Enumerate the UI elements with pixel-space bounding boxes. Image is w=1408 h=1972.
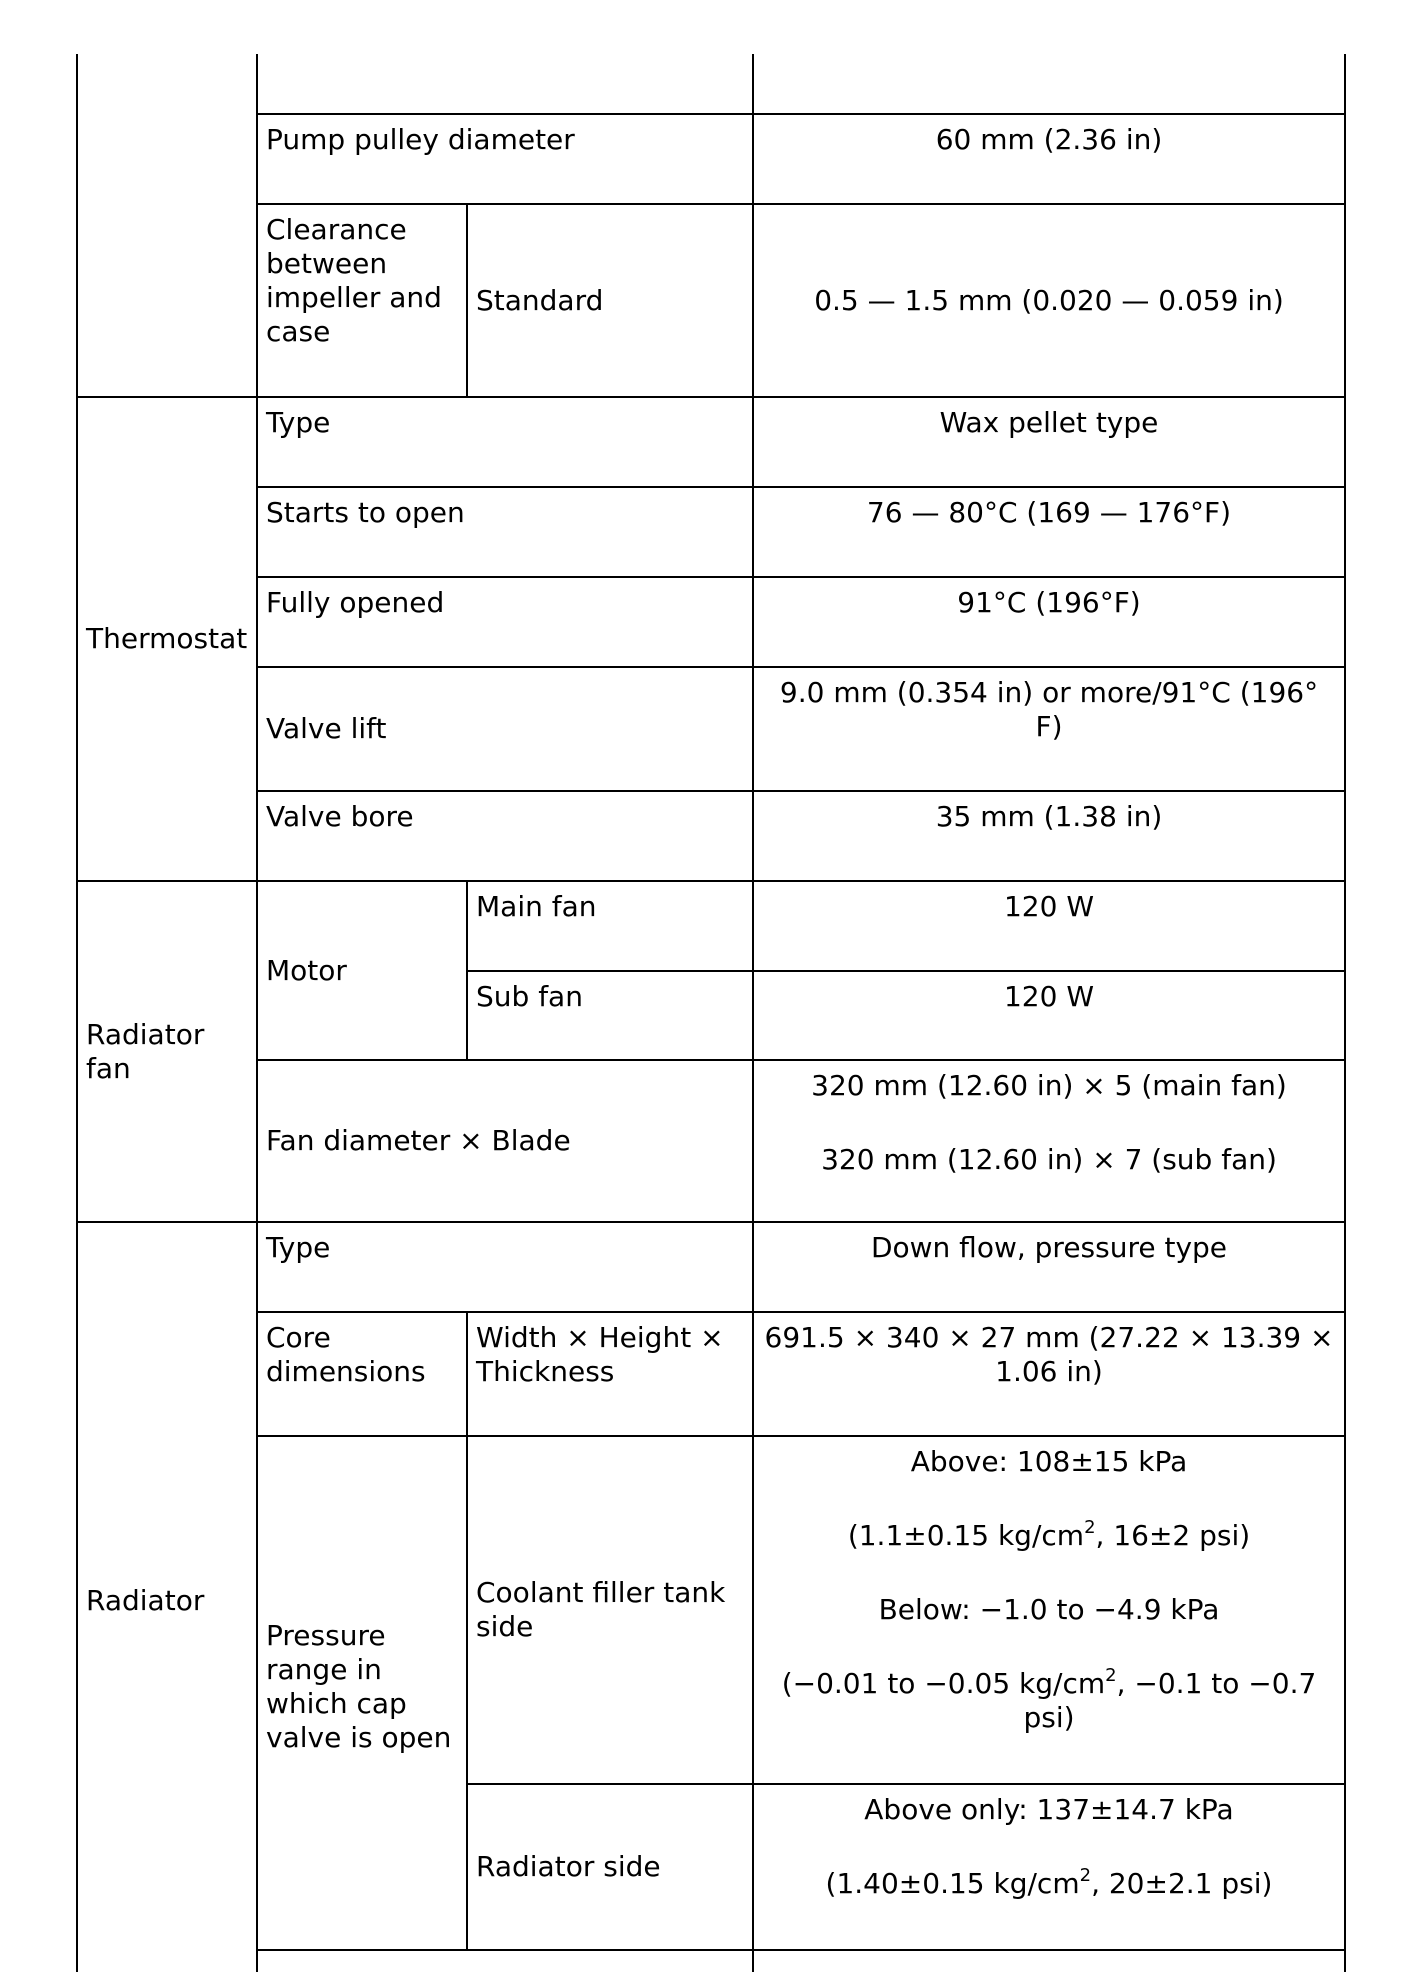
clearance-label: Clearance between impeller and case	[257, 204, 467, 397]
starts-to-open-value: 76 — 80°C (169 — 176°F)	[753, 487, 1345, 577]
fan-diameter-main: 320 mm (12.60 in) × 5 (main fan)	[811, 1069, 1287, 1102]
table-row	[77, 487, 1345, 577]
text-span: , −0.1 to −0.7 psi)	[1023, 1667, 1317, 1734]
fan-diameter-sub: 320 mm (12.60 in) × 7 (sub fan)	[821, 1143, 1277, 1176]
radiator-side-above: Above only: 137±14.7 kPa	[864, 1793, 1234, 1826]
valve-lift-label: Valve lift	[257, 667, 753, 791]
table-row	[77, 1436, 1345, 1784]
cell-empty	[257, 54, 753, 114]
radiator-side-label: Radiator side	[467, 1784, 753, 1950]
core-dimensions-label: Core dimensions	[257, 1312, 467, 1436]
text-span: , 20±2.1 psi)	[1091, 1867, 1273, 1900]
table-row	[77, 1222, 1345, 1312]
table-row	[77, 791, 1345, 881]
table-row	[77, 1950, 1345, 1972]
radiator-side-converted	[762, 1864, 1336, 1901]
pump-pulley-value: 60 mm (2.36 in)	[753, 114, 1345, 204]
superscript: 2	[1079, 1864, 1092, 1886]
radiator-type-label: Type	[257, 1222, 753, 1312]
table-row	[77, 667, 1345, 791]
valve-lift-value: 9.0 mm (0.354 in) or more/91°C (196° F)	[753, 667, 1345, 791]
thermostat-type-value: Wax pellet type	[753, 397, 1345, 487]
filler-below-converted	[762, 1664, 1336, 1735]
thermostat-type-label: Type	[257, 397, 753, 487]
pump-pulley-label: Pump pulley diameter	[257, 114, 753, 204]
text-span: (1.40±0.15 kg/cm	[825, 1867, 1080, 1900]
valve-bore-label: Valve bore	[257, 791, 753, 881]
core-dimensions-sub-label: Width × Height × Thickness	[467, 1312, 753, 1436]
main-fan-value: 120 W	[753, 881, 1345, 971]
clearance-standard-label: Standard	[467, 204, 753, 397]
fully-opened-value: 91°C (196°F)	[753, 577, 1345, 667]
radiator-type-value: Down flow, pressure type	[753, 1222, 1345, 1312]
valve-bore-value: 35 mm (1.38 in)	[753, 791, 1345, 881]
cell-empty	[257, 1950, 753, 1972]
group-cell-water-pump	[77, 54, 257, 397]
main-fan-label: Main fan	[467, 881, 753, 971]
table-row	[77, 397, 1345, 487]
pressure-range-label: Pressure range in which cap valve is open	[257, 1436, 467, 1950]
radiator-side-value	[753, 1784, 1345, 1950]
text-span: , 16±2 psi)	[1095, 1519, 1251, 1552]
table-row	[77, 1312, 1345, 1436]
thermostat-group-label: Thermostat	[77, 397, 257, 881]
table-row	[77, 204, 1345, 397]
table-row	[77, 114, 1345, 204]
fan-diameter-label: Fan diameter × Blade	[257, 1060, 753, 1222]
filler-above: Above: 108±15 kPa	[910, 1445, 1188, 1478]
starts-to-open-label: Starts to open	[257, 487, 753, 577]
specifications-table	[76, 54, 1346, 1972]
cell-empty	[753, 54, 1345, 114]
table-row	[77, 577, 1345, 667]
text-span: (1.1±0.15 kg/cm	[847, 1519, 1085, 1552]
table-row	[77, 881, 1345, 971]
sub-fan-value: 120 W	[753, 971, 1345, 1060]
fully-opened-label: Fully opened	[257, 577, 753, 667]
fan-diameter-value	[753, 1060, 1345, 1222]
core-dimensions-value: 691.5 × 340 × 27 mm (27.22 × 13.39 × 1.06 in)	[753, 1312, 1345, 1436]
filler-above-converted	[762, 1516, 1336, 1553]
motor-label: Motor	[257, 881, 467, 1060]
clearance-value: 0.5 — 1.5 mm (0.020 — 0.059 in)	[753, 204, 1345, 397]
superscript: 2	[1084, 1516, 1096, 1538]
radiator-group-label: Radiator	[77, 1222, 257, 1972]
filler-below: Below: −1.0 to −4.9 kPa	[878, 1593, 1220, 1626]
cell-empty	[753, 1950, 1345, 1972]
table-row	[77, 54, 1345, 114]
text-span: (−0.01 to −0.05 kg/cm	[781, 1667, 1106, 1700]
radiator-fan-group-label: Radiator fan	[77, 881, 257, 1222]
table-row	[77, 1060, 1345, 1222]
filler-tank-side-value	[753, 1436, 1345, 1784]
sub-fan-label: Sub fan	[467, 971, 753, 1060]
superscript: 2	[1105, 1664, 1117, 1686]
filler-tank-side-label: Coolant filler tank side	[467, 1436, 753, 1784]
